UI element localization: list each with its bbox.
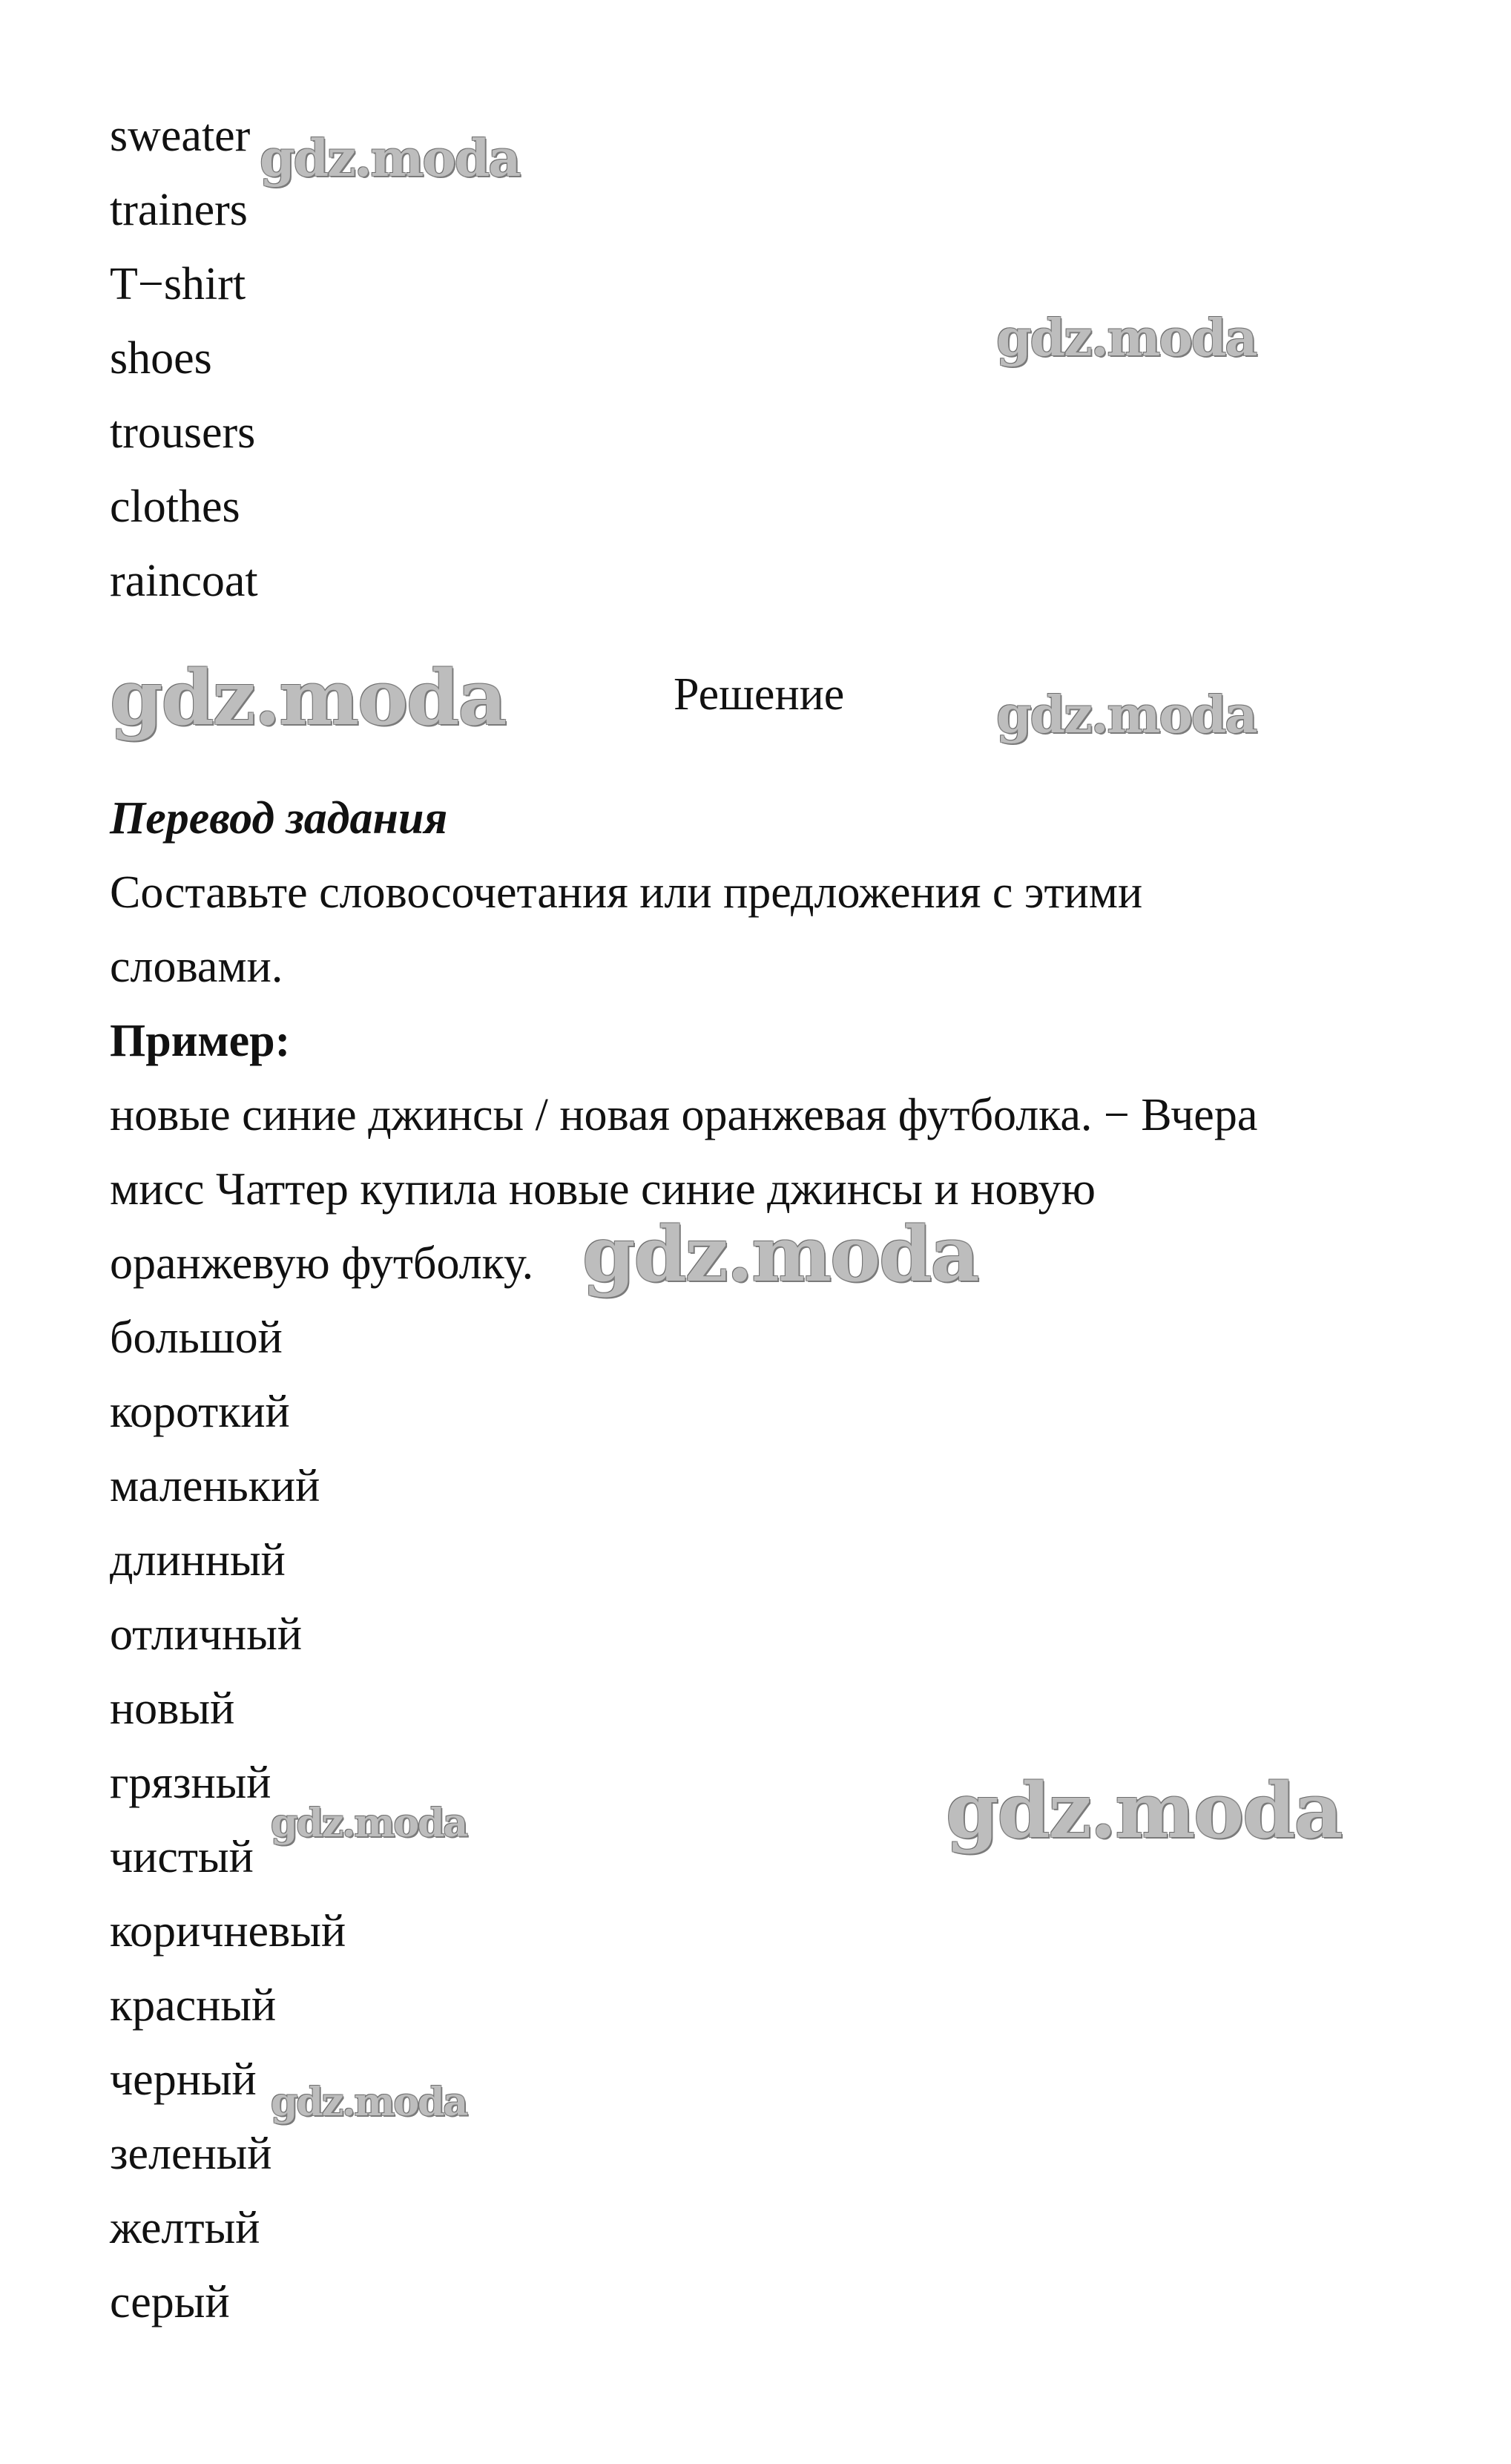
example-text-line-2: мисс Чаттер купила новые синие джинсы и новую	[110, 1164, 1096, 1215]
watermark: gdz.moda	[271, 2080, 467, 2125]
russian-word-novyy: новый	[110, 1683, 235, 1734]
task-text-line-1: Составьте словосочетания или предложения с этими	[110, 867, 1143, 918]
russian-word-chistyy: чистый	[110, 1832, 254, 1882]
russian-word-korichnevyy: коричневый	[110, 1906, 346, 1957]
russian-word-korotkiy: короткий	[110, 1387, 290, 1437]
russian-word-otlichnyy: отличный	[110, 1609, 303, 1660]
russian-word-malenkiy: маленький	[110, 1461, 320, 1511]
russian-word-bolshoy: большой	[110, 1313, 283, 1363]
english-word-tshirt: T−shirt	[110, 259, 246, 309]
watermark: gdz.moda	[996, 686, 1257, 745]
translation-heading: Перевод задания	[110, 793, 448, 844]
russian-word-dlinnyy: длинный	[110, 1535, 286, 1586]
solution-title: Решение	[674, 669, 845, 720]
russian-word-zheltyy: желтый	[110, 2203, 260, 2253]
watermark: gdz.moda	[946, 1767, 1342, 1856]
english-word-raincoat: raincoat	[110, 556, 258, 606]
task-text-line-2: словами.	[110, 942, 283, 992]
english-word-trainers: trainers	[110, 185, 248, 235]
russian-word-zelenyy: зеленый	[110, 2129, 272, 2179]
watermark: gdz.moda	[582, 1210, 978, 1299]
russian-word-krasnyy: красный	[110, 1980, 277, 2031]
example-text-line-1: новые синие джинсы / новая оранжевая футболка. − Вчера	[110, 1090, 1258, 1140]
english-word-trousers: trousers	[110, 407, 256, 458]
watermark: gdz.moda	[996, 309, 1257, 368]
watermark: gdz.moda	[110, 654, 506, 743]
watermark: gdz.moda	[260, 129, 520, 188]
russian-word-gryaznyy: грязный	[110, 1758, 271, 1808]
example-text-line-3: оранжевую футболку.	[110, 1238, 534, 1289]
russian-word-chernyy: черный	[110, 2054, 257, 2105]
english-word-shoes: shoes	[110, 333, 212, 384]
english-word-sweater: sweater	[110, 111, 251, 161]
example-heading: Пример:	[110, 1016, 291, 1066]
watermark: gdz.moda	[271, 1801, 467, 1846]
english-word-clothes: clothes	[110, 482, 240, 532]
russian-word-seryy: серый	[110, 2277, 230, 2327]
